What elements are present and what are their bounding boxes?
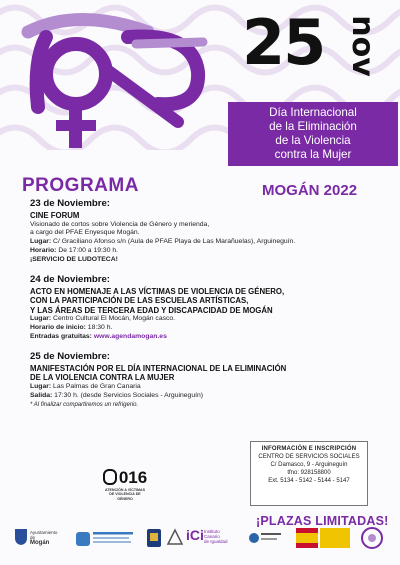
- banner-line: de la Eliminación: [269, 120, 357, 133]
- ici-text: Instituto Canario de Igualdad: [204, 529, 228, 544]
- sponsor-logo-icon: [166, 528, 184, 546]
- hotline-016: [95, 468, 155, 501]
- banner-line: Día Internacional: [269, 106, 357, 119]
- info-line: tfno: 928158800: [287, 470, 331, 476]
- day-2-section: [30, 274, 380, 342]
- emblem-icon: [146, 528, 162, 548]
- day-1-date: 23 de Noviembre:: [30, 198, 110, 209]
- plazas-limitadas: ¡PLAZAS LIMITADAS!: [256, 514, 389, 528]
- day-1-lugar: Lugar: C/ Graciliano Afonso s/n (Aula de PFAE Playa de Las Marañuelas), Arguineguín.: [30, 238, 296, 246]
- day-3-lugar: Lugar: Las Palmas de Gran Canaria: [30, 382, 141, 390]
- day-1-extra: ¡SERVICIO DE LUDOTECA!: [30, 255, 118, 263]
- day-2-title: Y LAS ÁREAS DE TERCERA EDAD Y DISCAPACIDAD DE MOGÁN: [30, 305, 273, 315]
- programa-heading: PROGRAMA: [22, 175, 139, 196]
- phone-icon: [103, 469, 117, 485]
- logo-venus-icon: [18, 12, 223, 152]
- day-3-note: * Al finalizar compartiremos un refrigerio.: [30, 401, 139, 408]
- day-3-title: MANIFESTACIÓN POR EL DÍA INTERNACIONAL DE LA ELIMINACIÓN: [30, 363, 287, 373]
- day-3-section: [30, 351, 380, 410]
- day-1-desc: Visionado de cortos sobre Violencia de Género y merienda,: [30, 220, 210, 228]
- date-month: nov: [345, 15, 380, 77]
- banner-line: contra la Mujer: [274, 148, 352, 161]
- day-3-title: DE LA VIOLENCIA CONTRA LA MUJER: [30, 373, 175, 383]
- spain-ministry-logo-icon: [296, 528, 350, 548]
- info-title: INFORMACIÓN E INSCRIPCIÓN: [261, 446, 357, 452]
- day-1-title: CINE FORUM: [30, 211, 80, 220]
- day-2-horario: Horario de inicio: 18:30 h.: [30, 324, 113, 332]
- day-2-lugar: Lugar: Centro Cultural El Mocán, Mogán casco.: [30, 315, 176, 323]
- sponsor-logo-icon: [76, 528, 134, 550]
- pacto-estado-logo-icon: [360, 526, 384, 550]
- day-3-salida: Salida: 17:30 h. (desde Servicios Sociales - Arguineguín): [30, 391, 204, 399]
- banner-line: de la Violencia: [275, 134, 351, 147]
- day-2-title: ACTO EN HOMENAJE A LAS VÍCTIMAS DE VIOLENCIA DE GÉNERO,: [30, 286, 285, 296]
- shield-icon: [14, 528, 28, 546]
- info-box: [250, 441, 368, 506]
- date-number: 25: [242, 6, 325, 79]
- day-2-entradas: Entradas gratuitas: www.agendamogan.es: [30, 332, 167, 340]
- mogan-year: MOGÁN 2022: [262, 182, 358, 199]
- agenda-link[interactable]: www.agendamogan.es: [93, 332, 167, 340]
- day-1-section: [30, 198, 380, 265]
- day-1-horario: Horario: De 17:00 a 19:30 h.: [30, 246, 119, 254]
- event-title-banner: [228, 102, 398, 166]
- program-content: [30, 198, 380, 418]
- hotline-number: 016: [95, 468, 155, 488]
- day-2-date: 24 de Noviembre:: [30, 273, 110, 285]
- day-1-desc: a cargo del PFAE Enyesque Mogán.: [30, 229, 140, 237]
- ayuntamiento-logo: Ayuntamiento de Mogán: [30, 530, 58, 546]
- sponsor-footer: [0, 520, 400, 565]
- info-line: C/ Damasco, 9 - Arguineguín: [270, 462, 348, 468]
- day-2-title: CON LA PARTICIPACIÓN DE LAS ESCUELAS ARTÍSTICAS,: [30, 296, 249, 306]
- hotline-line: DE VIOLENCIA DE: [109, 492, 141, 497]
- info-line: Ext. 5134 - 5142 - 5144 - 5147: [268, 478, 350, 484]
- hotline-line: ATENCIÓN A VÍCTIMAS: [105, 488, 145, 492]
- gobierno-canarias-logo-icon: [248, 528, 282, 548]
- info-line: CENTRO DE SERVICIOS SOCIALES: [258, 454, 360, 460]
- hotline-line: GÉNERO: [117, 496, 133, 501]
- ici-logo: iCi: [186, 527, 204, 543]
- day-3-date: 25 de Noviembre:: [30, 350, 110, 362]
